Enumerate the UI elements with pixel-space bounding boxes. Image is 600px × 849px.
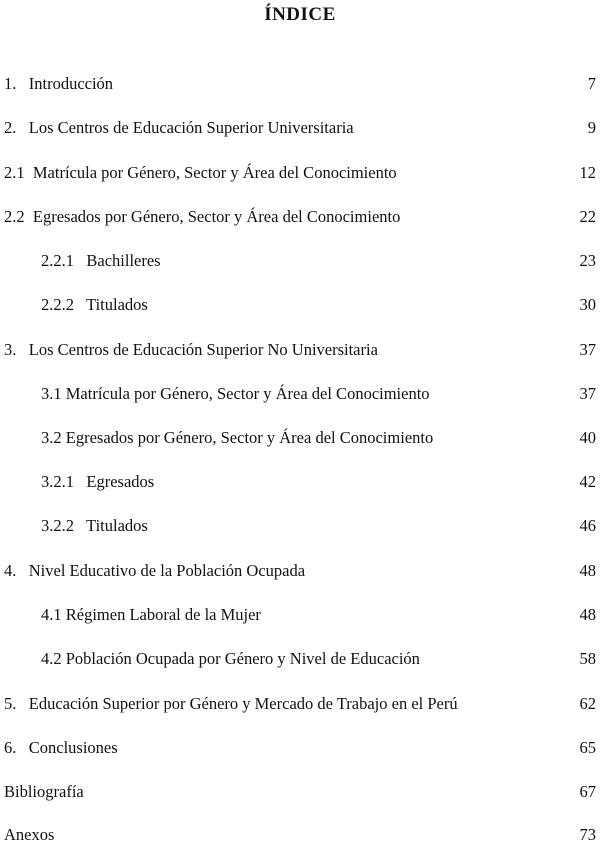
toc-entry-label: Bibliografía (4, 782, 84, 801)
toc-entry-page: 30 (579, 295, 596, 314)
toc-entry-label: 3.2.2 Titulados (41, 516, 148, 535)
toc-entry-label: 2. Los Centros de Educación Superior Universitaria (4, 118, 354, 137)
toc-entry[interactable] (0, 515, 596, 537)
toc-entry-page: 65 (579, 738, 596, 757)
toc-entry-label: 3.2 Egresados por Género, Sector y Área del Conocimiento (41, 428, 434, 447)
toc-entry-page: 46 (579, 516, 596, 535)
toc-entry[interactable] (0, 648, 596, 670)
toc-entry-label: 3.2.1 Egresados (41, 472, 155, 491)
toc-entry-label: 4.1 Régimen Laboral de la Mujer (41, 605, 261, 624)
toc-entry-page: 48 (579, 605, 596, 624)
toc-entry-page: 37 (579, 340, 596, 359)
toc-entry[interactable] (0, 294, 596, 316)
toc-entry-label: 1. Introducción (4, 74, 114, 93)
toc-entry-label: 3. Los Centros de Educación Superior No Universitaria (4, 340, 378, 359)
toc-entry[interactable] (0, 560, 596, 582)
toc-entry-label: 2.1 Matrícula por Género, Sector y Área del Conocimiento (4, 163, 397, 182)
toc-entry-label: 2.2.2 Titulados (41, 295, 148, 314)
toc-entry-label: 2.2.1 Bachilleres (41, 251, 161, 270)
toc-entry[interactable] (0, 427, 596, 449)
toc-entry-page: 7 (587, 74, 596, 93)
toc-entry[interactable] (0, 339, 596, 361)
toc-entry-label: 4.2 Población Ocupada por Género y Nivel de Educación (41, 649, 420, 668)
toc-entry[interactable] (0, 162, 596, 184)
toc-entry[interactable] (0, 781, 596, 803)
toc-entry[interactable] (0, 693, 596, 715)
toc-entry-page: 40 (579, 428, 596, 447)
toc-entry-label: 3.1 Matrícula por Género, Sector y Área del Conocimiento (41, 384, 430, 403)
toc-entry[interactable] (0, 471, 596, 493)
toc-entry[interactable] (0, 117, 596, 139)
toc-entry-label: 6. Conclusiones (4, 738, 118, 757)
toc-entry-page: 48 (579, 561, 596, 580)
toc-entry[interactable] (0, 73, 596, 95)
toc-entry[interactable] (0, 604, 596, 626)
toc-entry-page: 42 (579, 472, 596, 491)
toc-entry-label: 2.2 Egresados por Género, Sector y Área del Conocimiento (4, 207, 401, 226)
toc-entry-page: 67 (579, 782, 596, 801)
toc-entry-page: 22 (579, 207, 596, 226)
toc-entry-label: 4. Nivel Educativo de la Población Ocupada (4, 561, 306, 580)
toc-entry-page: 62 (579, 694, 596, 713)
toc-entry[interactable] (0, 206, 596, 228)
toc-entry-page: 9 (587, 118, 596, 137)
toc-entry-label: 5. Educación Superior por Género y Mercado de Trabajo en el Perú (4, 694, 458, 713)
toc-entry[interactable] (0, 383, 596, 405)
toc-entry-page: 58 (579, 649, 596, 668)
toc-entry-page: 37 (579, 384, 596, 403)
page-title: ÍNDICE (264, 4, 336, 25)
toc-entry[interactable] (0, 250, 596, 272)
toc-entry-page: 23 (579, 251, 596, 270)
toc-entry[interactable] (0, 824, 596, 846)
toc-entry[interactable] (0, 737, 596, 759)
toc-entry-page: 12 (579, 163, 596, 182)
toc-entry-page: 73 (579, 825, 596, 844)
toc-entry-label: Anexos (4, 825, 55, 844)
